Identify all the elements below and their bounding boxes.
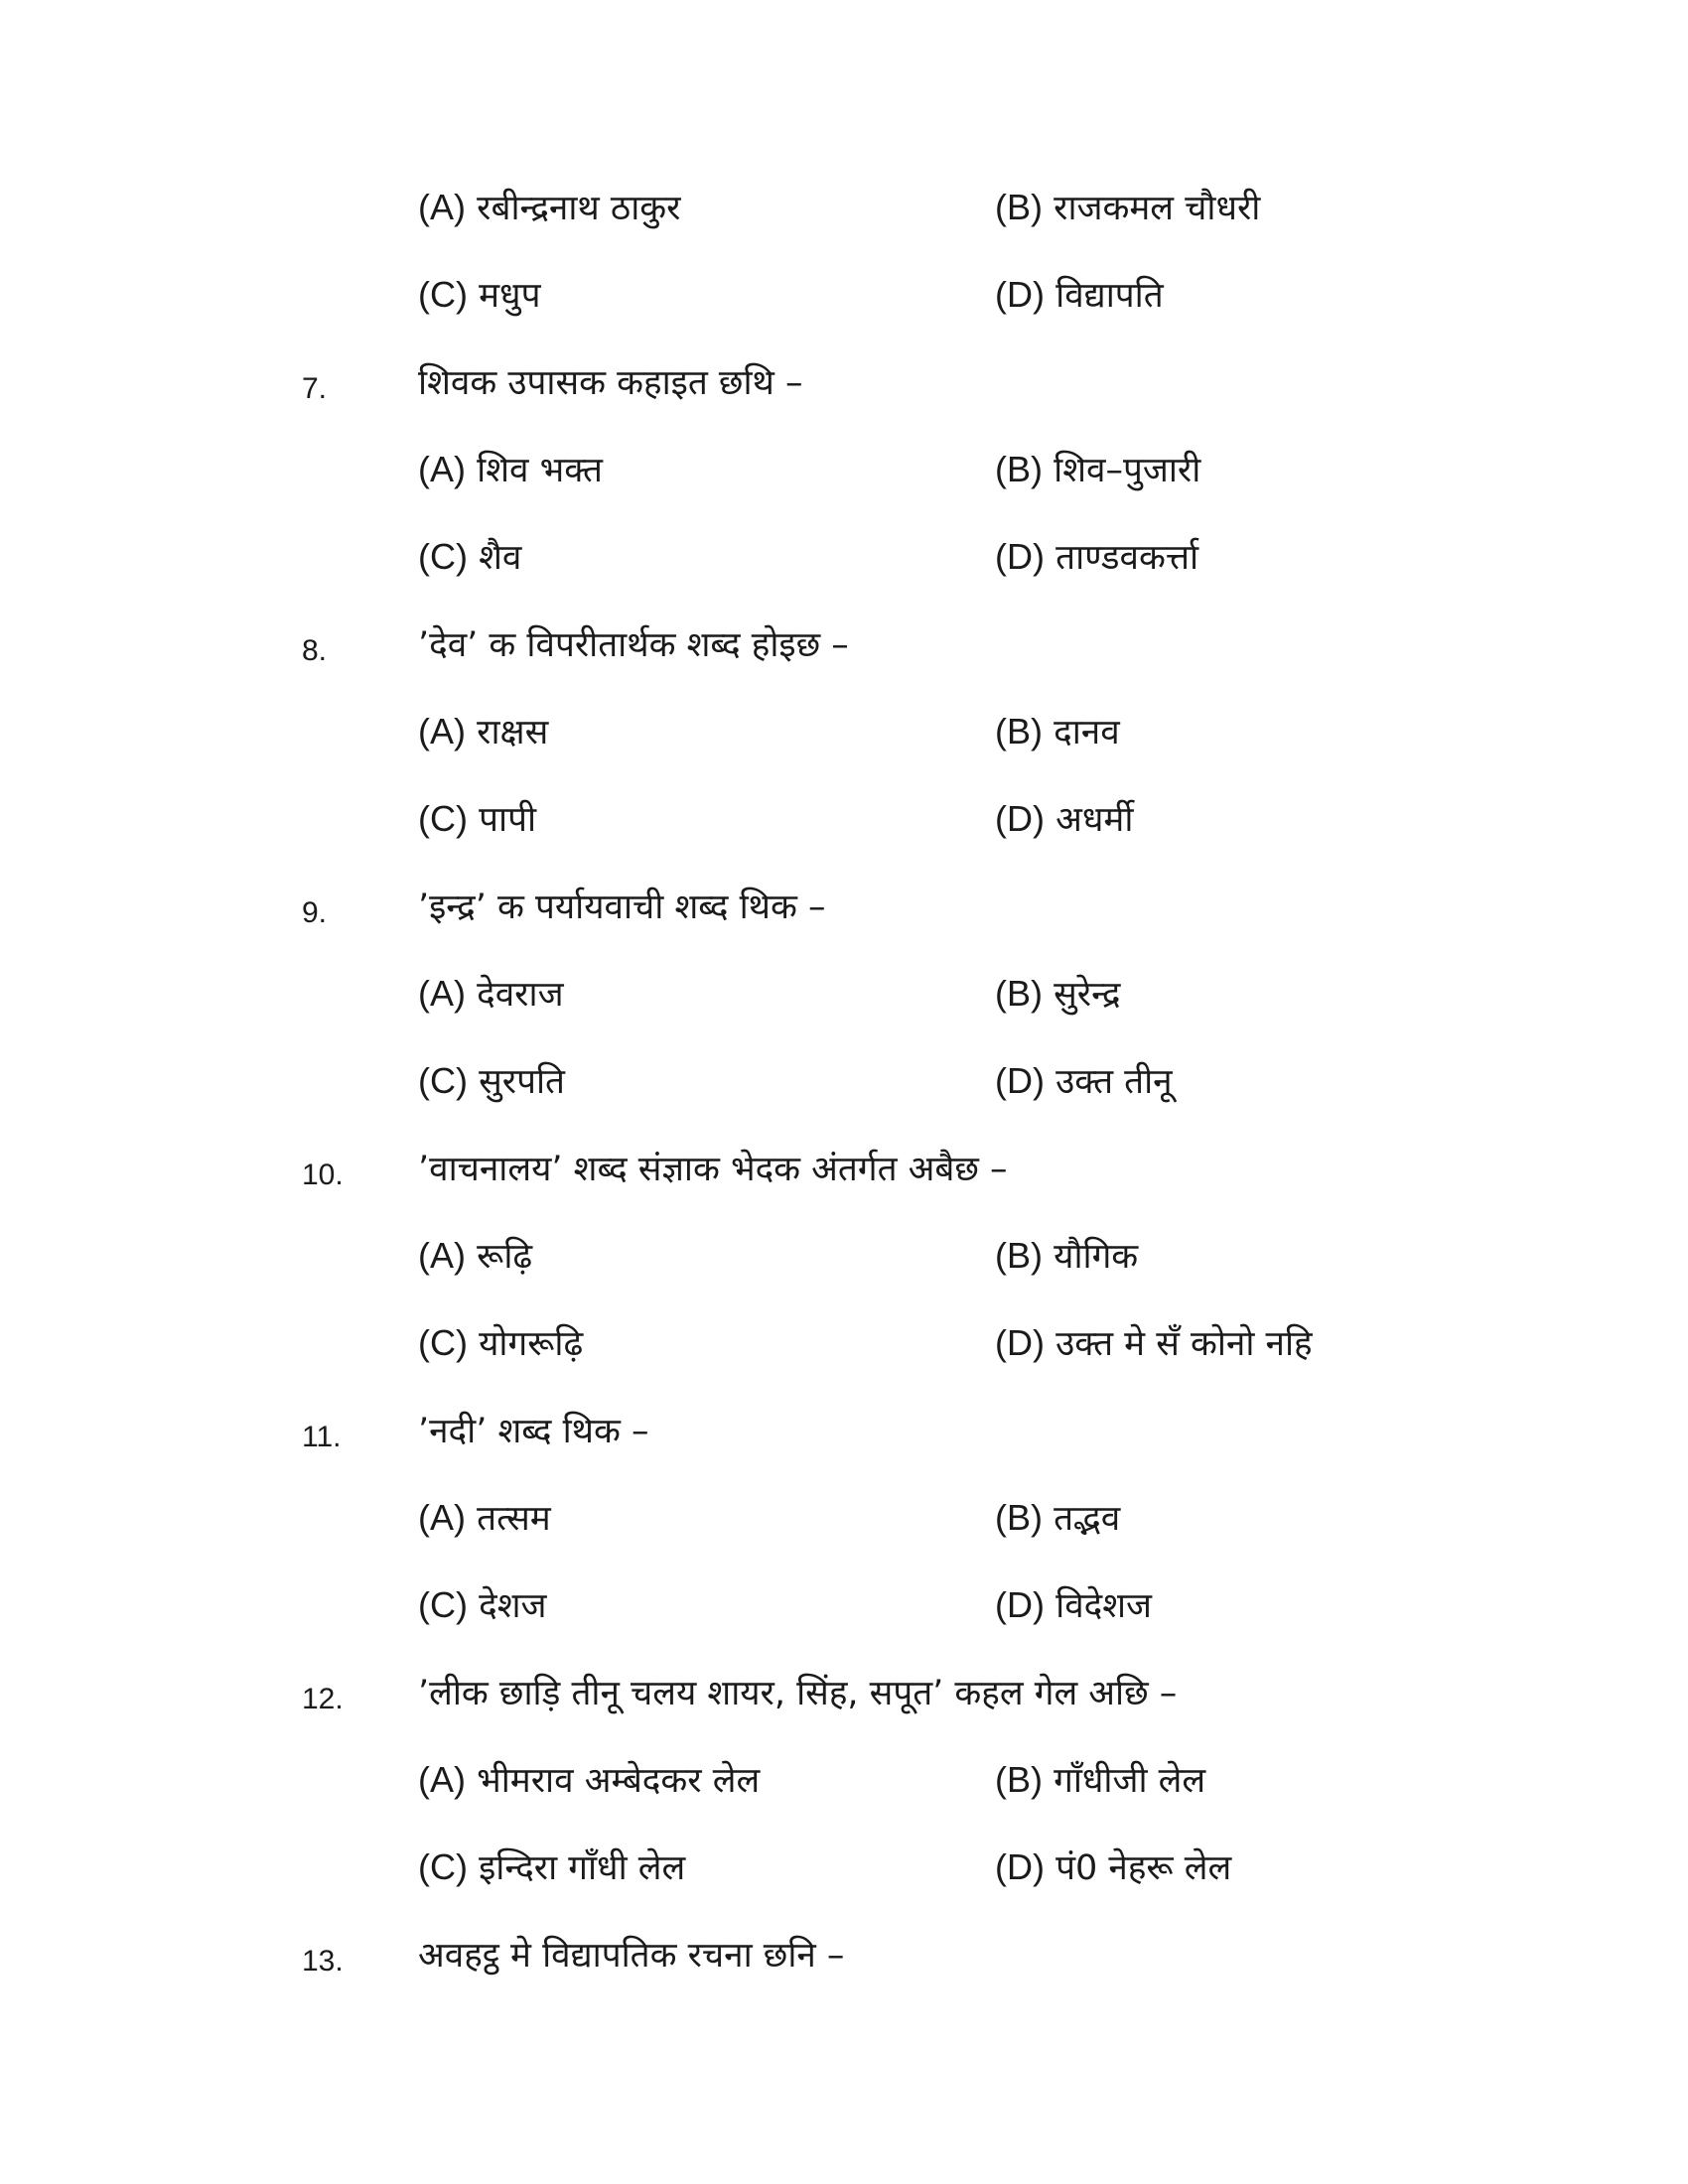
option-label: (C) [418, 1846, 468, 1887]
option-text: पं0 नेहरू लेल [1055, 1848, 1232, 1888]
option-text: ताण्डवकर्त्ता [1055, 538, 1199, 578]
question-row [0, 620, 1688, 680]
option-text: शिव भक्त [477, 451, 603, 490]
option-c [418, 1843, 685, 1890]
question-row [0, 883, 1688, 942]
question-text: ’इन्द्र’ क पर्यायवाची शब्द थिक – [418, 887, 826, 927]
option-text: तत्सम [477, 1499, 551, 1539]
option-text: यौगिक [1054, 1237, 1139, 1277]
question-row [0, 1669, 1688, 1728]
options-row [0, 1057, 1688, 1117]
option-d [995, 271, 1164, 318]
question-row [0, 1407, 1688, 1466]
question-number: 9. [302, 896, 328, 929]
option-text: देवराज [477, 975, 564, 1015]
option-a [418, 184, 680, 230]
option-a [418, 1232, 532, 1279]
option-text: शिव–पुजारी [1054, 451, 1201, 490]
question-number: 13. [302, 1945, 344, 1978]
option-c [418, 795, 536, 842]
question-row [0, 358, 1688, 418]
option-b [995, 184, 1260, 230]
option-d [995, 533, 1198, 580]
option-text: दानव [1054, 713, 1120, 752]
option-b [995, 446, 1200, 492]
options-row [0, 533, 1688, 593]
option-label: (B) [995, 711, 1043, 751]
option-label: (C) [418, 1322, 468, 1363]
question-number: 11. [302, 1421, 342, 1453]
option-text: सुरेन्द्र [1054, 975, 1121, 1015]
option-label: (D) [995, 1846, 1045, 1887]
option-text: गाँधीजी लेल [1054, 1761, 1206, 1801]
question-row [0, 1931, 1688, 1990]
options-row [0, 1581, 1688, 1641]
option-label: (B) [995, 1235, 1043, 1276]
options-row [0, 1494, 1688, 1554]
question-number: 12. [302, 1683, 344, 1715]
option-label: (D) [995, 1584, 1045, 1625]
option-a [418, 708, 548, 754]
option-label: (A) [418, 1235, 466, 1276]
option-c [418, 1581, 546, 1628]
option-text: रबीन्द्रनाथ ठाकुर [477, 189, 681, 228]
option-text: शैव [479, 538, 522, 578]
option-label: (C) [418, 274, 468, 315]
option-text: तद्भव [1054, 1499, 1121, 1539]
question-text: ’लीक छाड़ि तीनू चलय शायर, सिंह, सपूत’ कहल गेल अछि – [418, 1674, 1178, 1713]
option-c [418, 271, 540, 318]
option-label: (D) [995, 274, 1045, 315]
option-d [995, 1057, 1173, 1104]
question-row [0, 1145, 1688, 1204]
option-text: उक्त तीनू [1055, 1062, 1173, 1102]
question-text: ’वाचनालय’ शब्द संज्ञाक भेदक अंतर्गत अबैछ – [418, 1150, 1008, 1189]
question-text: ’नदी’ शब्द थिक – [418, 1412, 649, 1451]
option-label: (D) [995, 1060, 1045, 1101]
option-label: (B) [995, 973, 1043, 1014]
option-label: (A) [418, 711, 466, 751]
options-row [0, 1232, 1688, 1292]
option-a [418, 970, 564, 1017]
option-a [418, 1494, 551, 1541]
option-text: पापी [479, 800, 537, 840]
option-d [995, 795, 1133, 842]
option-b [995, 970, 1121, 1017]
option-d [995, 1319, 1313, 1366]
option-text: विदेशज [1055, 1586, 1153, 1626]
question-number: 7. [302, 372, 328, 405]
options-row [0, 970, 1688, 1029]
option-text: अधर्मी [1055, 800, 1134, 840]
option-text: योगरूढ़ि [479, 1324, 584, 1364]
options-row [0, 1756, 1688, 1816]
option-label: (C) [418, 536, 468, 577]
option-label: (D) [995, 1322, 1045, 1363]
options-row [0, 271, 1688, 331]
question-number: 10. [302, 1159, 344, 1191]
option-text: राक्षस [477, 713, 549, 752]
option-label: (A) [418, 973, 466, 1014]
option-label: (A) [418, 187, 466, 227]
option-a [418, 446, 603, 492]
option-c [418, 1319, 583, 1366]
option-text: सुरपति [479, 1062, 565, 1102]
option-text: उक्त मे सँ कोनो नहि [1055, 1324, 1313, 1364]
options-row [0, 1319, 1688, 1379]
option-text: भीमराव अम्बेदकर लेल [477, 1761, 761, 1801]
option-text: देशज [479, 1586, 547, 1626]
option-label: (D) [995, 536, 1045, 577]
option-b [995, 1232, 1138, 1279]
option-label: (A) [418, 449, 466, 489]
option-label: (B) [995, 1759, 1043, 1800]
question-text: शिवक उपासक कहाइत छथि – [418, 363, 803, 403]
option-label: (A) [418, 1497, 466, 1538]
option-label: (A) [418, 1759, 466, 1800]
option-label: (B) [995, 449, 1043, 489]
option-text: रूढ़ि [477, 1237, 533, 1277]
question-number: 8. [302, 634, 328, 667]
options-row [0, 795, 1688, 855]
options-row [0, 708, 1688, 767]
option-d [995, 1581, 1152, 1628]
question-text: ’देव’ क विपरीतार्थक शब्द होइछ – [418, 625, 849, 665]
option-label: (C) [418, 798, 468, 839]
options-row [0, 184, 1688, 243]
option-label: (B) [995, 1497, 1043, 1538]
option-label: (D) [995, 798, 1045, 839]
option-b [995, 708, 1120, 754]
option-c [418, 1057, 565, 1104]
option-label: (C) [418, 1584, 468, 1625]
option-c [418, 533, 521, 580]
option-b [995, 1756, 1205, 1803]
option-b [995, 1494, 1120, 1541]
options-row [0, 446, 1688, 505]
question-text: अवहट्ठ मे विद्यापतिक रचना छनि – [418, 1936, 845, 1976]
option-a [418, 1756, 760, 1803]
option-label: (C) [418, 1060, 468, 1101]
option-text: विद्यापति [1055, 276, 1164, 316]
option-text: राजकमल चौधरी [1054, 189, 1261, 228]
option-text: मधुप [479, 276, 541, 316]
option-text: इन्दिरा गाँधी लेल [479, 1848, 686, 1888]
option-label: (B) [995, 187, 1043, 227]
options-row [0, 1843, 1688, 1903]
option-d [995, 1843, 1231, 1890]
